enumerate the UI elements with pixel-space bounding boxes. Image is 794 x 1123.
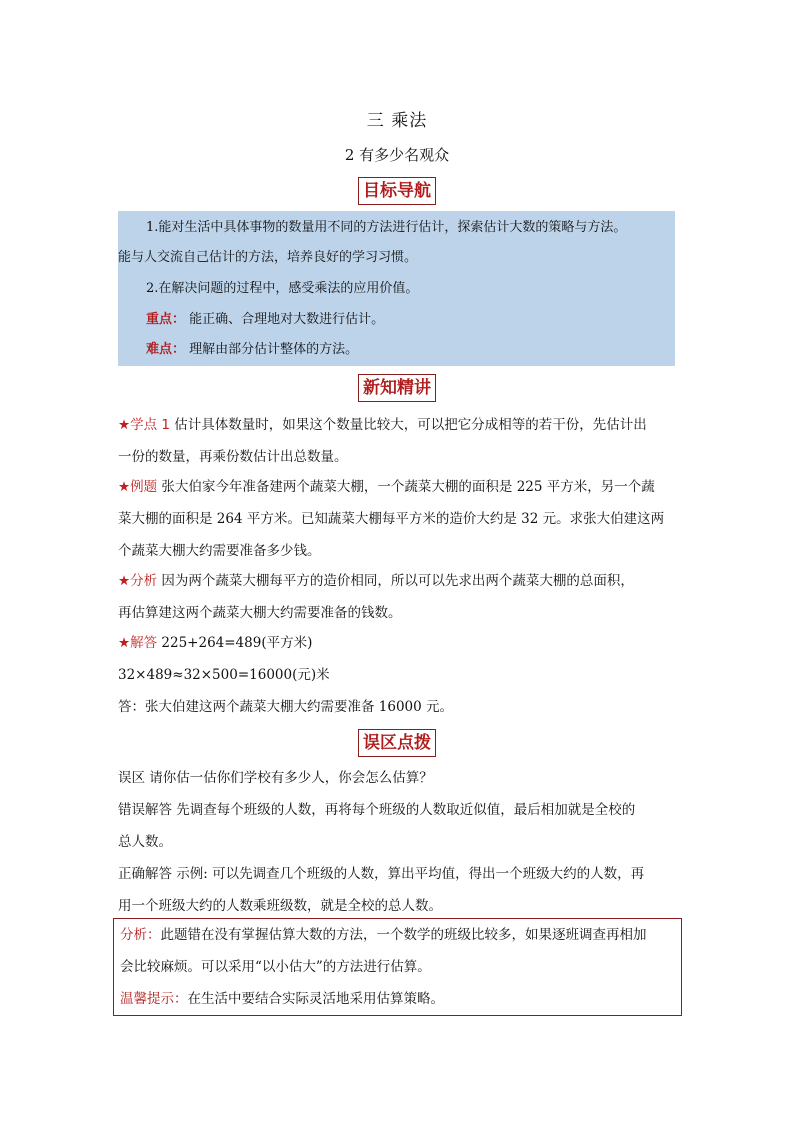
goals-section-title: 目标导航 <box>358 177 436 205</box>
example-line-3: 个蔬菜大棚大约需要准备多少钱。 <box>118 543 321 559</box>
difficulty-text: 理解由部分估计整体的方法。 <box>185 342 359 357</box>
analysis-text-1: 因为两个蔬菜大棚每平方的造价相同，所以可以先求出两个蔬菜大棚的总面积， <box>157 573 634 589</box>
difficulty-point <box>146 335 358 365</box>
learning-point-text-1: 估计具体数量时，如果这个数量比较大，可以把它分成相等的若干份，先估计出 <box>169 417 647 433</box>
analysis <box>118 565 678 629</box>
wrong-answer-line-2: 总人数。 <box>118 834 172 850</box>
learning-point-label: ★学点 1 <box>118 417 170 433</box>
answer <box>118 627 678 723</box>
goal-1-line-2: 能与人交流自己估计的方法，培养良好的学习习惯。 <box>118 250 418 265</box>
note-analysis-text-1: 此题错在没有掌握估算大数的方法，一个数学的班级比较多，如果逐班调查再相加 <box>160 927 647 943</box>
mistake-content <box>118 762 678 922</box>
analysis-label: ★分析 <box>118 573 158 589</box>
learning-point-line-1 <box>118 409 678 441</box>
wrong-answer-line-1: 错误解答 先调查每个班级的人数，再将每个班级的人数取近似值，最后相加就是全校的 <box>118 802 636 818</box>
mistake-question: 误区 请你估一估你们学校有多少人，你会怎么估算？ <box>118 770 433 786</box>
goal-2: 2.在解决问题的过程中，感受乘法的应用价值。 <box>146 281 419 296</box>
key-point-label: 重点： <box>146 312 186 327</box>
answer-text-1: 225+264=489(平方米) <box>157 635 313 651</box>
note-box <box>113 918 682 1016</box>
learning-point <box>118 409 678 473</box>
example-line-1 <box>118 471 678 503</box>
knowledge-section-title: 新知精讲 <box>358 374 436 402</box>
lesson-title: 2 有多少名观众 <box>344 146 450 164</box>
example-text-1: 张大伯家今年准备建两个蔬菜大棚，一个蔬菜大棚的面积是 225 平方米，另一个蔬 <box>157 479 655 495</box>
chapter-title: 三 乘法 <box>366 111 428 131</box>
mistake-section-title: 误区点拨 <box>358 729 436 757</box>
note-analysis-label: 分析： <box>120 927 161 943</box>
difficulty-label: 难点： <box>146 342 186 357</box>
key-point <box>146 305 384 335</box>
note-analysis-line-2: 会比较麻烦。可以采用“以小估大”的方法进行估算。 <box>120 959 431 975</box>
answer-label: ★解答 <box>118 635 158 651</box>
note-analysis-line-1 <box>120 919 647 951</box>
goal-1-line-1: 1.能对生活中具体事物的数量用不同的方法进行估计，探索估计大数的策略与方法。 <box>146 220 627 235</box>
learning-point-line-2: 一份的数量，再乘份数估计出总数量。 <box>118 449 348 465</box>
note-tip-label: 温馨提示： <box>120 991 188 1007</box>
example-line-2: 菜大棚的面积是 264 平方米。已知蔬菜大棚每平方米的造价大约是 32 元。求张大伯建这两 <box>118 511 665 527</box>
analysis-line-1 <box>118 565 678 597</box>
correct-answer-line-2: 用一个班级大约的人数乘班级数，就是全校的总人数。 <box>118 898 442 914</box>
correct-answer-line-1: 正确解答 示例: 可以先调查几个班级的人数，算出平均值，得出一个班级大约的人数，再 <box>118 866 645 882</box>
example <box>118 471 678 567</box>
example-label: ★例题 <box>118 479 158 495</box>
answer-line-1 <box>118 627 678 659</box>
note-tip <box>120 983 444 1015</box>
analysis-line-2: 再估算建这两个蔬菜大棚大约需要准备的钱数。 <box>118 605 402 621</box>
answer-line-3: 答：张大伯建这两个蔬菜大棚大约需要准备 16000 元。 <box>118 699 454 715</box>
note-tip-text: 在生活中要结合实际灵活地采用估算策略。 <box>187 991 444 1007</box>
key-point-text: 能正确、合理地对大数进行估计。 <box>185 312 385 327</box>
goals-box <box>118 211 675 366</box>
answer-line-2: 32×489≈32×500=16000(元)米 <box>118 667 330 683</box>
